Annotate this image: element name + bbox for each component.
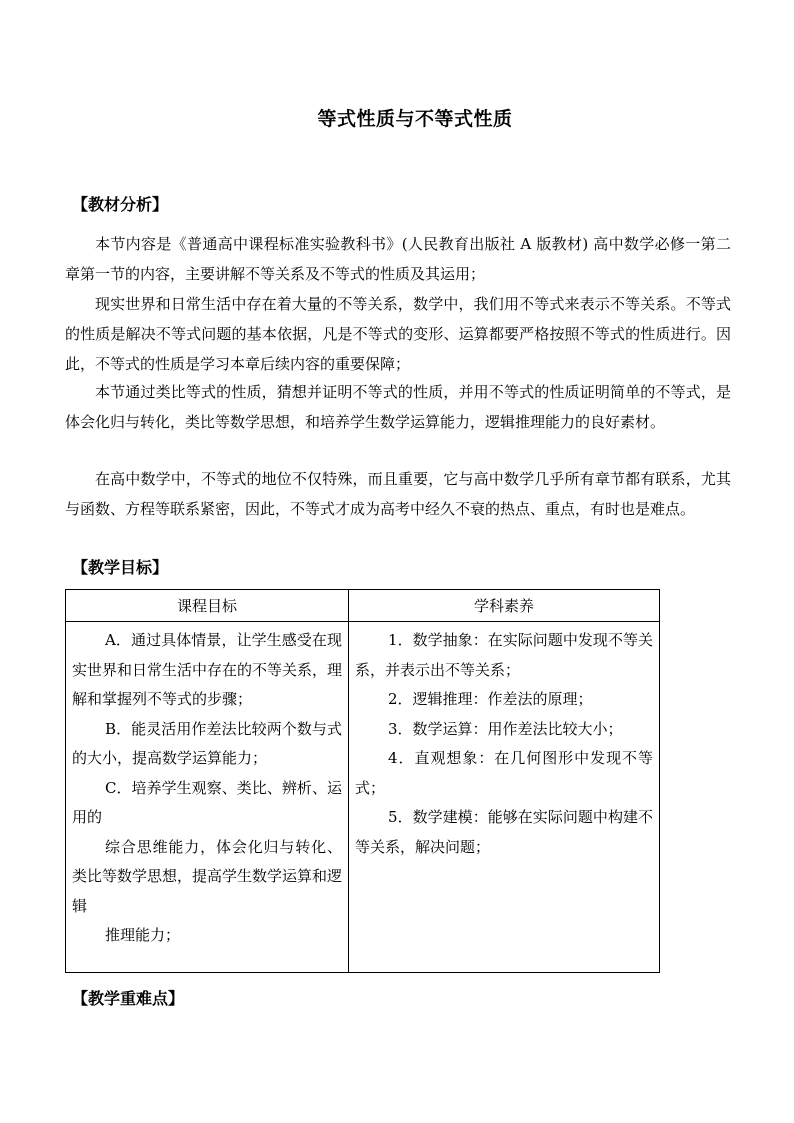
course-goal-c-continued: 综合思维能力，体会化归与转化、类比等数学思想，提高学生数学运算和逻辑 (72, 837, 343, 915)
subject-literacy-cell (349, 622, 660, 973)
analysis-paragraph-2: 现实世界和日常生活中存在着大量的不等关系，数学中，我们用不等式来表示不等关系。不等式的性质是解决不等式问题的基本依据，凡是不等式的变形、运算都要严格按照不等式的性质进行。因此，不等式的性质是学习本章后续内容的重要保障； (65, 295, 731, 373)
heading-textbook-analysis: 【教材分析】 (72, 195, 169, 214)
analysis-paragraph-3: 本节通过类比等式的性质，猜想并证明不等式的性质，并用不等式的性质证明简单的不等式，是体会化归与转化，类比等数学思想，和培养学生数学运算能力，逻辑推理能力的良好素材。 (65, 383, 731, 431)
heading-teaching-goals: 【教学目标】 (72, 558, 169, 577)
course-goal-c: C．培养学生观察、类比、辨析、运用的 (72, 778, 342, 826)
heading-key-difficulties: 【教学重难点】 (72, 989, 185, 1008)
goals-table-body-row (66, 622, 660, 973)
literacy-item-3: 3．数学运算：用作差法比较大小； (388, 719, 623, 738)
course-goal-c-end: 推理能力； (105, 926, 181, 944)
literacy-item-2: 2．逻辑推理：作差法的原理； (388, 690, 593, 708)
goals-table-header-row (66, 590, 660, 622)
course-goal-a: A．通过具体情景，让学生感受在现实世界和日常生活中存在的不等关系，理解和掌握列不等式的步骤； (72, 631, 343, 708)
literacy-item-5: 5．数学建模：能够在实际问题中构建不等关系，解决问题； (355, 808, 653, 856)
header-subject-literacy: 学科素养 (349, 590, 660, 622)
literacy-item-1: 1．数学抽象：在实际问题中发现不等关系，并表示出不等关系； (355, 631, 653, 679)
analysis-paragraph-4: 在高中数学中，不等式的地位不仅特殊，而且重要，它与高中数学几乎所有章节都有联系，尤其与函数、方程等联系紧密，因此，不等式才成为高考中经久不衰的热点、重点，有时也是难点。 (65, 470, 731, 518)
analysis-paragraph-1: 本节内容是《普通高中课程标准实验教科书》(人民教育出版社 A 版教材) 高中数学必修一第二章第一节的内容，主要讲解不等关系及不等式的性质及其运用； (65, 235, 731, 283)
course-goals-cell (66, 622, 349, 973)
literacy-item-4: 4．直观想象：在几何图形中发现不等式； (355, 749, 653, 797)
course-goal-b: B．能灵活用作差法比较两个数与式的大小，提高数学运算能力； (72, 719, 342, 767)
document-title: 等式性质与不等式性质 (317, 108, 513, 130)
header-course-goals: 课程目标 (66, 590, 349, 622)
goals-table (65, 589, 660, 973)
